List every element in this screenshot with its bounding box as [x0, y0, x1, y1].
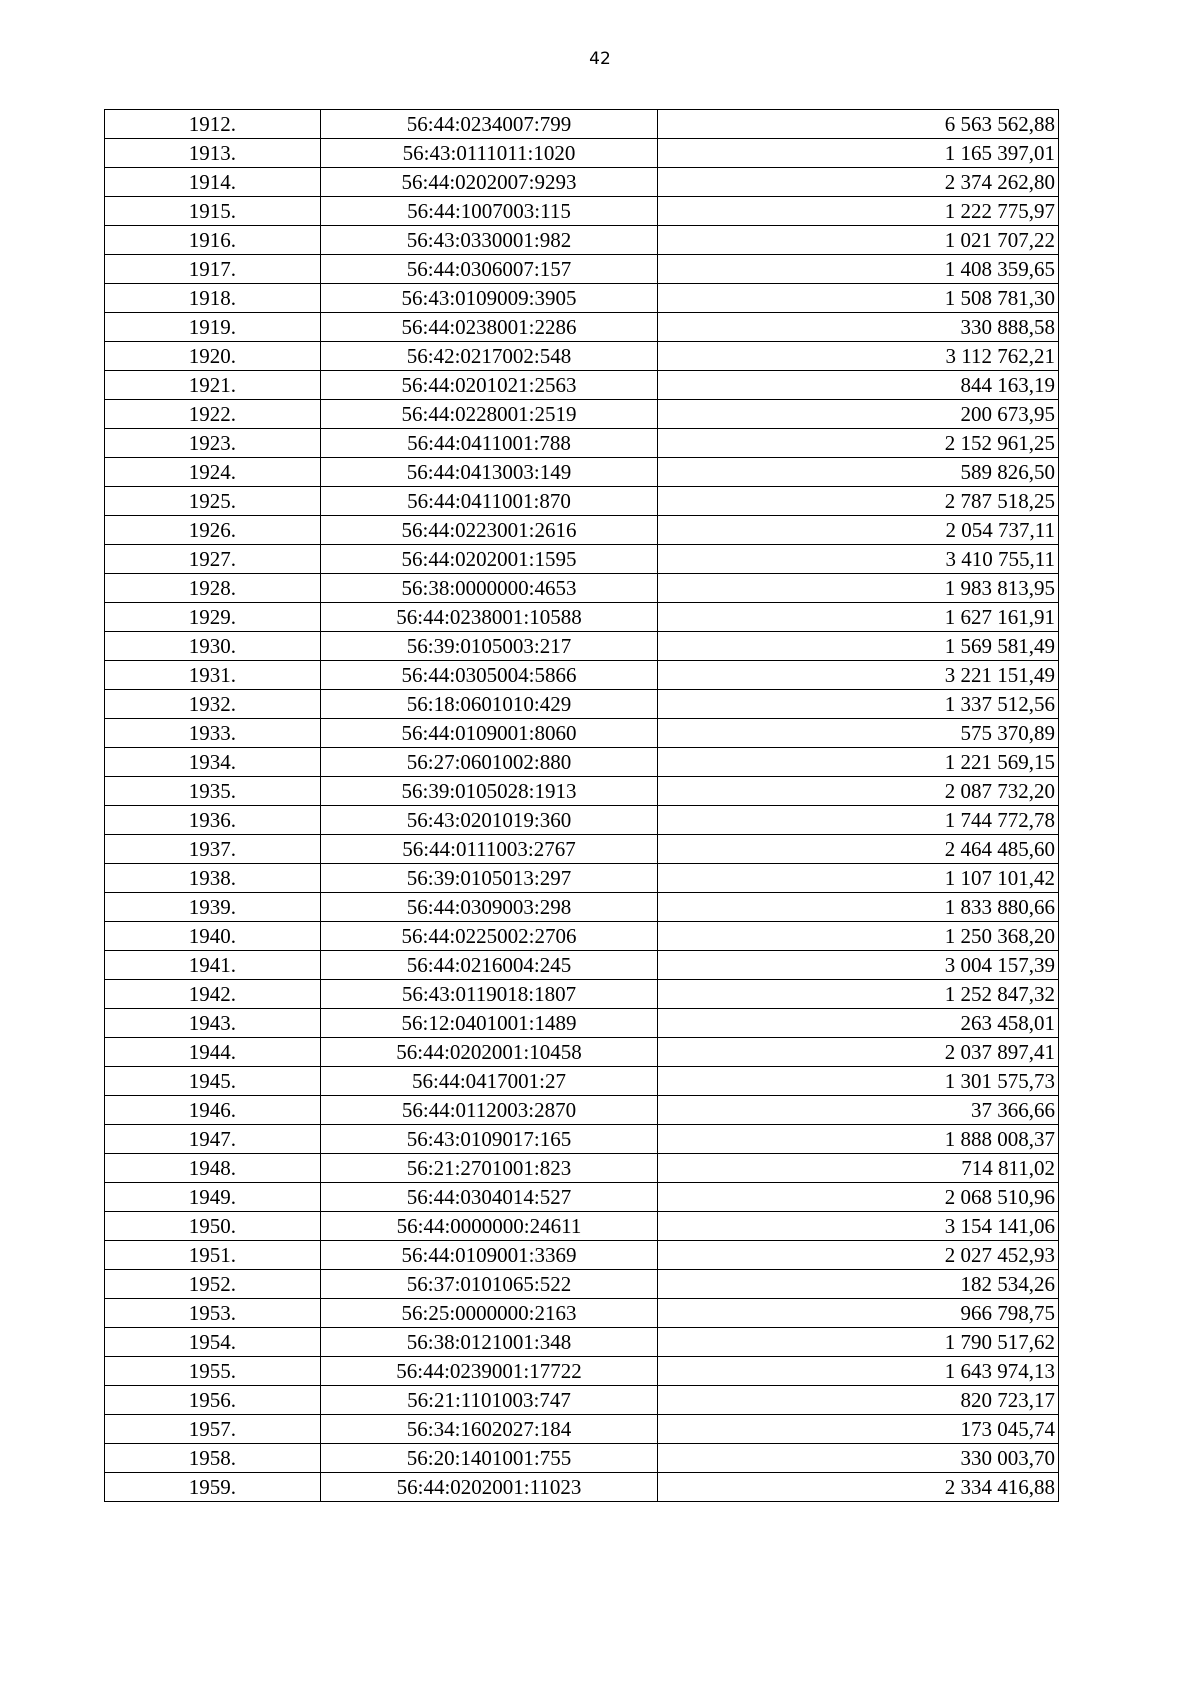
- row-number-cell: 1952.: [105, 1270, 321, 1299]
- value-cell: 714 811,02: [658, 1154, 1059, 1183]
- cadastral-number-cell: 56:44:0202007:9293: [320, 168, 658, 197]
- value-cell: 589 826,50: [658, 458, 1059, 487]
- cadastral-number-cell: 56:44:0304014:527: [320, 1183, 658, 1212]
- row-number-cell: 1953.: [105, 1299, 321, 1328]
- value-cell: 200 673,95: [658, 400, 1059, 429]
- table-row: [105, 603, 1059, 632]
- value-cell: 2 068 510,96: [658, 1183, 1059, 1212]
- table-row: [105, 226, 1059, 255]
- cadastral-number-cell: 56:21:1101003:747: [320, 1386, 658, 1415]
- table-row: [105, 371, 1059, 400]
- cadastral-number-cell: 56:44:0411001:788: [320, 429, 658, 458]
- cadastral-number-cell: 56:44:0228001:2519: [320, 400, 658, 429]
- value-cell: 1 165 397,01: [658, 139, 1059, 168]
- table-row: [105, 545, 1059, 574]
- table-row: [105, 284, 1059, 313]
- value-cell: 3 004 157,39: [658, 951, 1059, 980]
- cadastral-number-cell: 56:44:0234007:799: [320, 110, 658, 139]
- value-cell: 1 252 847,32: [658, 980, 1059, 1009]
- cadastral-number-cell: 56:43:0119018:1807: [320, 980, 658, 1009]
- table-row: [105, 197, 1059, 226]
- row-number-cell: 1931.: [105, 661, 321, 690]
- table-row: [105, 835, 1059, 864]
- cadastral-number-cell: 56:44:0239001:17722: [320, 1357, 658, 1386]
- table-row: [105, 1386, 1059, 1415]
- cadastral-number-cell: 56:25:0000000:2163: [320, 1299, 658, 1328]
- row-number-cell: 1947.: [105, 1125, 321, 1154]
- cadastral-number-cell: 56:44:0238001:2286: [320, 313, 658, 342]
- cadastral-number-cell: 56:44:0112003:2870: [320, 1096, 658, 1125]
- value-cell: 37 366,66: [658, 1096, 1059, 1125]
- table-row: [105, 719, 1059, 748]
- cadastral-number-cell: 56:44:0413003:149: [320, 458, 658, 487]
- row-number-cell: 1940.: [105, 922, 321, 951]
- value-cell: 1 021 707,22: [658, 226, 1059, 255]
- cadastral-number-cell: 56:34:1602027:184: [320, 1415, 658, 1444]
- table-row: [105, 951, 1059, 980]
- row-number-cell: 1958.: [105, 1444, 321, 1473]
- cadastral-number-cell: 56:39:0105013:297: [320, 864, 658, 893]
- table-row: [105, 632, 1059, 661]
- value-cell: 1 408 359,65: [658, 255, 1059, 284]
- value-cell: 820 723,17: [658, 1386, 1059, 1415]
- row-number-cell: 1934.: [105, 748, 321, 777]
- row-number-cell: 1945.: [105, 1067, 321, 1096]
- row-number-cell: 1959.: [105, 1473, 321, 1502]
- row-number-cell: 1946.: [105, 1096, 321, 1125]
- cadastral-number-cell: 56:27:0601002:880: [320, 748, 658, 777]
- row-number-cell: 1957.: [105, 1415, 321, 1444]
- value-cell: 330 888,58: [658, 313, 1059, 342]
- value-cell: 3 154 141,06: [658, 1212, 1059, 1241]
- table-row: [105, 1212, 1059, 1241]
- row-number-cell: 1937.: [105, 835, 321, 864]
- cadastral-number-cell: 56:44:0109001:3369: [320, 1241, 658, 1270]
- cadastral-number-cell: 56:18:0601010:429: [320, 690, 658, 719]
- cadastral-number-cell: 56:38:0121001:348: [320, 1328, 658, 1357]
- table-row: [105, 893, 1059, 922]
- table-row: [105, 748, 1059, 777]
- cadastral-number-cell: 56:44:0411001:870: [320, 487, 658, 516]
- row-number-cell: 1918.: [105, 284, 321, 313]
- value-cell: 2 037 897,41: [658, 1038, 1059, 1067]
- row-number-cell: 1916.: [105, 226, 321, 255]
- row-number-cell: 1923.: [105, 429, 321, 458]
- table-row: [105, 168, 1059, 197]
- row-number-cell: 1913.: [105, 139, 321, 168]
- table-row: [105, 110, 1059, 139]
- table-row: [105, 487, 1059, 516]
- table-row: [105, 1444, 1059, 1473]
- value-cell: 3 221 151,49: [658, 661, 1059, 690]
- cadastral-number-cell: 56:44:0238001:10588: [320, 603, 658, 632]
- row-number-cell: 1944.: [105, 1038, 321, 1067]
- value-cell: 2 334 416,88: [658, 1473, 1059, 1502]
- row-number-cell: 1915.: [105, 197, 321, 226]
- cadastral-number-cell: 56:44:0305004:5866: [320, 661, 658, 690]
- value-cell: 1 833 880,66: [658, 893, 1059, 922]
- row-number-cell: 1942.: [105, 980, 321, 1009]
- table-row: [105, 1067, 1059, 1096]
- table-row: [105, 1154, 1059, 1183]
- value-cell: 1 888 008,37: [658, 1125, 1059, 1154]
- table-row: [105, 139, 1059, 168]
- table-row: [105, 922, 1059, 951]
- row-number-cell: 1938.: [105, 864, 321, 893]
- row-number-cell: 1912.: [105, 110, 321, 139]
- table-row: [105, 574, 1059, 603]
- value-cell: 2 787 518,25: [658, 487, 1059, 516]
- cadastral-number-cell: 56:37:0101065:522: [320, 1270, 658, 1299]
- table-row: [105, 1125, 1059, 1154]
- table-row: [105, 255, 1059, 284]
- cadastral-number-cell: 56:44:0111003:2767: [320, 835, 658, 864]
- cadastral-number-cell: 56:44:0223001:2616: [320, 516, 658, 545]
- cadastral-number-cell: 56:39:0105028:1913: [320, 777, 658, 806]
- table-row: [105, 1096, 1059, 1125]
- cadastral-number-cell: 56:12:0401001:1489: [320, 1009, 658, 1038]
- table-row: [105, 313, 1059, 342]
- row-number-cell: 1939.: [105, 893, 321, 922]
- row-number-cell: 1933.: [105, 719, 321, 748]
- value-cell: 2 027 452,93: [658, 1241, 1059, 1270]
- row-number-cell: 1928.: [105, 574, 321, 603]
- row-number-cell: 1932.: [105, 690, 321, 719]
- value-cell: 1 250 368,20: [658, 922, 1059, 951]
- cadastral-number-cell: 56:43:0201019:360: [320, 806, 658, 835]
- cadastral-number-cell: 56:43:0109009:3905: [320, 284, 658, 313]
- value-cell: 2 054 737,11: [658, 516, 1059, 545]
- row-number-cell: 1919.: [105, 313, 321, 342]
- cadastral-number-cell: 56:20:1401001:755: [320, 1444, 658, 1473]
- row-number-cell: 1954.: [105, 1328, 321, 1357]
- value-cell: 966 798,75: [658, 1299, 1059, 1328]
- row-number-cell: 1927.: [105, 545, 321, 574]
- value-cell: 1 337 512,56: [658, 690, 1059, 719]
- row-number-cell: 1917.: [105, 255, 321, 284]
- value-cell: 330 003,70: [658, 1444, 1059, 1473]
- cadastral-number-cell: 56:44:0000000:24611: [320, 1212, 658, 1241]
- table-row: [105, 1009, 1059, 1038]
- table-row: [105, 1299, 1059, 1328]
- row-number-cell: 1914.: [105, 168, 321, 197]
- row-number-cell: 1929.: [105, 603, 321, 632]
- table-row: [105, 516, 1059, 545]
- table-row: [105, 777, 1059, 806]
- table-row: [105, 1038, 1059, 1067]
- row-number-cell: 1951.: [105, 1241, 321, 1270]
- table-row: [105, 1357, 1059, 1386]
- cadastral-number-cell: 56:44:0202001:1595: [320, 545, 658, 574]
- cadastral-number-cell: 56:44:0417001:27: [320, 1067, 658, 1096]
- table-row: [105, 690, 1059, 719]
- cadastral-number-cell: 56:44:0201021:2563: [320, 371, 658, 400]
- row-number-cell: 1955.: [105, 1357, 321, 1386]
- cadastral-number-cell: 56:38:0000000:4653: [320, 574, 658, 603]
- table-row: [105, 429, 1059, 458]
- table-body: [105, 110, 1059, 1502]
- cadastral-number-cell: 56:21:2701001:823: [320, 1154, 658, 1183]
- value-cell: 2 087 732,20: [658, 777, 1059, 806]
- value-cell: 3 112 762,21: [658, 342, 1059, 371]
- cadastral-number-cell: 56:44:0202001:10458: [320, 1038, 658, 1067]
- row-number-cell: 1925.: [105, 487, 321, 516]
- table-row: [105, 400, 1059, 429]
- table-row: [105, 458, 1059, 487]
- value-cell: 1 790 517,62: [658, 1328, 1059, 1357]
- cadastral-number-cell: 56:44:0309003:298: [320, 893, 658, 922]
- value-cell: 6 563 562,88: [658, 110, 1059, 139]
- row-number-cell: 1948.: [105, 1154, 321, 1183]
- row-number-cell: 1921.: [105, 371, 321, 400]
- value-cell: 263 458,01: [658, 1009, 1059, 1038]
- cadastral-number-cell: 56:44:0306007:157: [320, 255, 658, 284]
- row-number-cell: 1926.: [105, 516, 321, 545]
- cadastral-number-cell: 56:44:0109001:8060: [320, 719, 658, 748]
- value-cell: 173 045,74: [658, 1415, 1059, 1444]
- row-number-cell: 1930.: [105, 632, 321, 661]
- cadastral-value-table: [104, 109, 1059, 1502]
- value-cell: 1 221 569,15: [658, 748, 1059, 777]
- table-row: [105, 1270, 1059, 1299]
- value-cell: 1 983 813,95: [658, 574, 1059, 603]
- value-cell: 1 569 581,49: [658, 632, 1059, 661]
- table-row: [105, 1473, 1059, 1502]
- value-cell: 2 464 485,60: [658, 835, 1059, 864]
- page-number: 42: [589, 49, 611, 69]
- value-cell: 1 301 575,73: [658, 1067, 1059, 1096]
- row-number-cell: 1950.: [105, 1212, 321, 1241]
- value-cell: 1 222 775,97: [658, 197, 1059, 226]
- row-number-cell: 1941.: [105, 951, 321, 980]
- row-number-cell: 1924.: [105, 458, 321, 487]
- table-row: [105, 1183, 1059, 1212]
- cadastral-number-cell: 56:43:0111011:1020: [320, 139, 658, 168]
- row-number-cell: 1949.: [105, 1183, 321, 1212]
- value-cell: 575 370,89: [658, 719, 1059, 748]
- row-number-cell: 1936.: [105, 806, 321, 835]
- table-row: [105, 806, 1059, 835]
- value-cell: 1 107 101,42: [658, 864, 1059, 893]
- value-cell: 2 374 262,80: [658, 168, 1059, 197]
- value-cell: 1 744 772,78: [658, 806, 1059, 835]
- cadastral-number-cell: 56:43:0109017:165: [320, 1125, 658, 1154]
- table-row: [105, 1328, 1059, 1357]
- cadastral-number-cell: 56:39:0105003:217: [320, 632, 658, 661]
- value-cell: 1 508 781,30: [658, 284, 1059, 313]
- value-cell: 3 410 755,11: [658, 545, 1059, 574]
- cadastral-number-cell: 56:42:0217002:548: [320, 342, 658, 371]
- table-row: [105, 661, 1059, 690]
- table-row: [105, 1415, 1059, 1444]
- value-cell: 1 627 161,91: [658, 603, 1059, 632]
- value-cell: 2 152 961,25: [658, 429, 1059, 458]
- row-number-cell: 1922.: [105, 400, 321, 429]
- value-cell: 182 534,26: [658, 1270, 1059, 1299]
- table-row: [105, 864, 1059, 893]
- value-cell: 844 163,19: [658, 371, 1059, 400]
- table-row: [105, 1241, 1059, 1270]
- cadastral-number-cell: 56:44:0202001:11023: [320, 1473, 658, 1502]
- cadastral-number-cell: 56:43:0330001:982: [320, 226, 658, 255]
- table-row: [105, 342, 1059, 371]
- cadastral-number-cell: 56:44:1007003:115: [320, 197, 658, 226]
- cadastral-number-cell: 56:44:0216004:245: [320, 951, 658, 980]
- cadastral-number-cell: 56:44:0225002:2706: [320, 922, 658, 951]
- row-number-cell: 1935.: [105, 777, 321, 806]
- value-cell: 1 643 974,13: [658, 1357, 1059, 1386]
- row-number-cell: 1920.: [105, 342, 321, 371]
- row-number-cell: 1956.: [105, 1386, 321, 1415]
- row-number-cell: 1943.: [105, 1009, 321, 1038]
- table-row: [105, 980, 1059, 1009]
